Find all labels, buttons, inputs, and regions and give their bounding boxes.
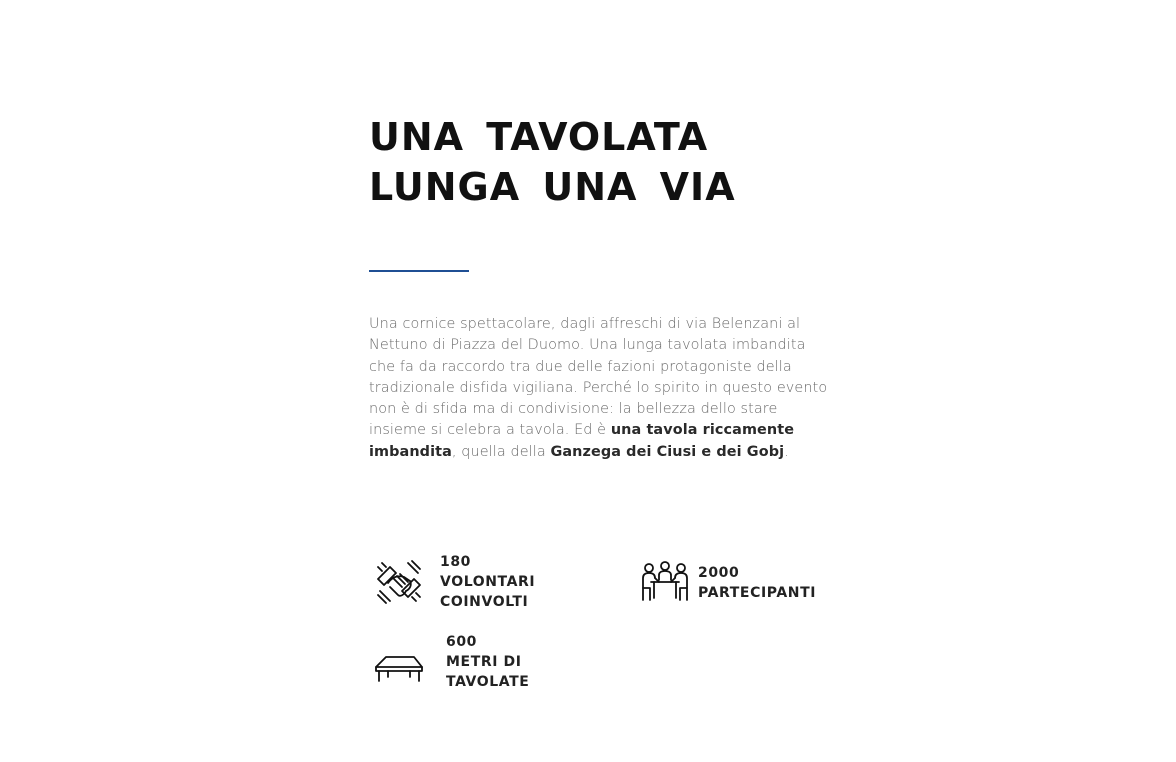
- stat-partecipanti: [640, 558, 816, 608]
- description-text-3: .: [784, 443, 789, 460]
- event-description: [369, 314, 829, 463]
- description-highlight-2: Ganzega dei Ciusi e dei Gobj: [550, 443, 785, 460]
- description-highlight-1: una tavola riccamente imbandita: [369, 422, 795, 460]
- title-divider: [369, 270, 469, 272]
- description-text-2: , quella della: [451, 443, 551, 460]
- stat-tavolate-text: [446, 632, 529, 692]
- people-at-table-icon: [640, 558, 690, 608]
- title-line-2: LUNGA UNA VIA: [369, 165, 736, 209]
- title-line-1: UNA TAVOLATA: [369, 115, 709, 159]
- stat-volontari-text: [440, 552, 535, 612]
- stat-volontari: [374, 552, 535, 612]
- stat-partecipanti-text: [698, 563, 816, 603]
- stat-volontari-label-1: VOLONTARI: [440, 574, 536, 590]
- stat-tavolate-label-2: TAVOLATE: [446, 674, 530, 690]
- stat-partecipanti-number: 2000: [698, 565, 740, 581]
- stat-tavolate: [374, 632, 529, 692]
- table-icon: [374, 637, 424, 687]
- handshake-icon: [374, 557, 424, 607]
- description-text-1: Una cornice spettacolare, dagli affreschi di via Belenzani al Nettuno di Piazza del Duomo. Una lunga tavolata imbandita che fa da raccordo tra due delle fazioni protagoniste della tradizionale disfida vigiliana. Perché lo spirito in questo evento non è di sfida ma di condivisione: la bellezza dello stare insieme si celebra a tavola. Ed è: [369, 316, 828, 439]
- stat-volontari-label-2: COINVOLTI: [440, 594, 529, 610]
- stat-partecipanti-label: PARTECIPANTI: [698, 585, 817, 601]
- stat-volontari-number: 180: [440, 554, 472, 570]
- page-title: [369, 112, 736, 212]
- stat-tavolate-number: 600: [446, 634, 478, 650]
- stat-tavolate-label-1: METRI DI: [446, 654, 522, 670]
